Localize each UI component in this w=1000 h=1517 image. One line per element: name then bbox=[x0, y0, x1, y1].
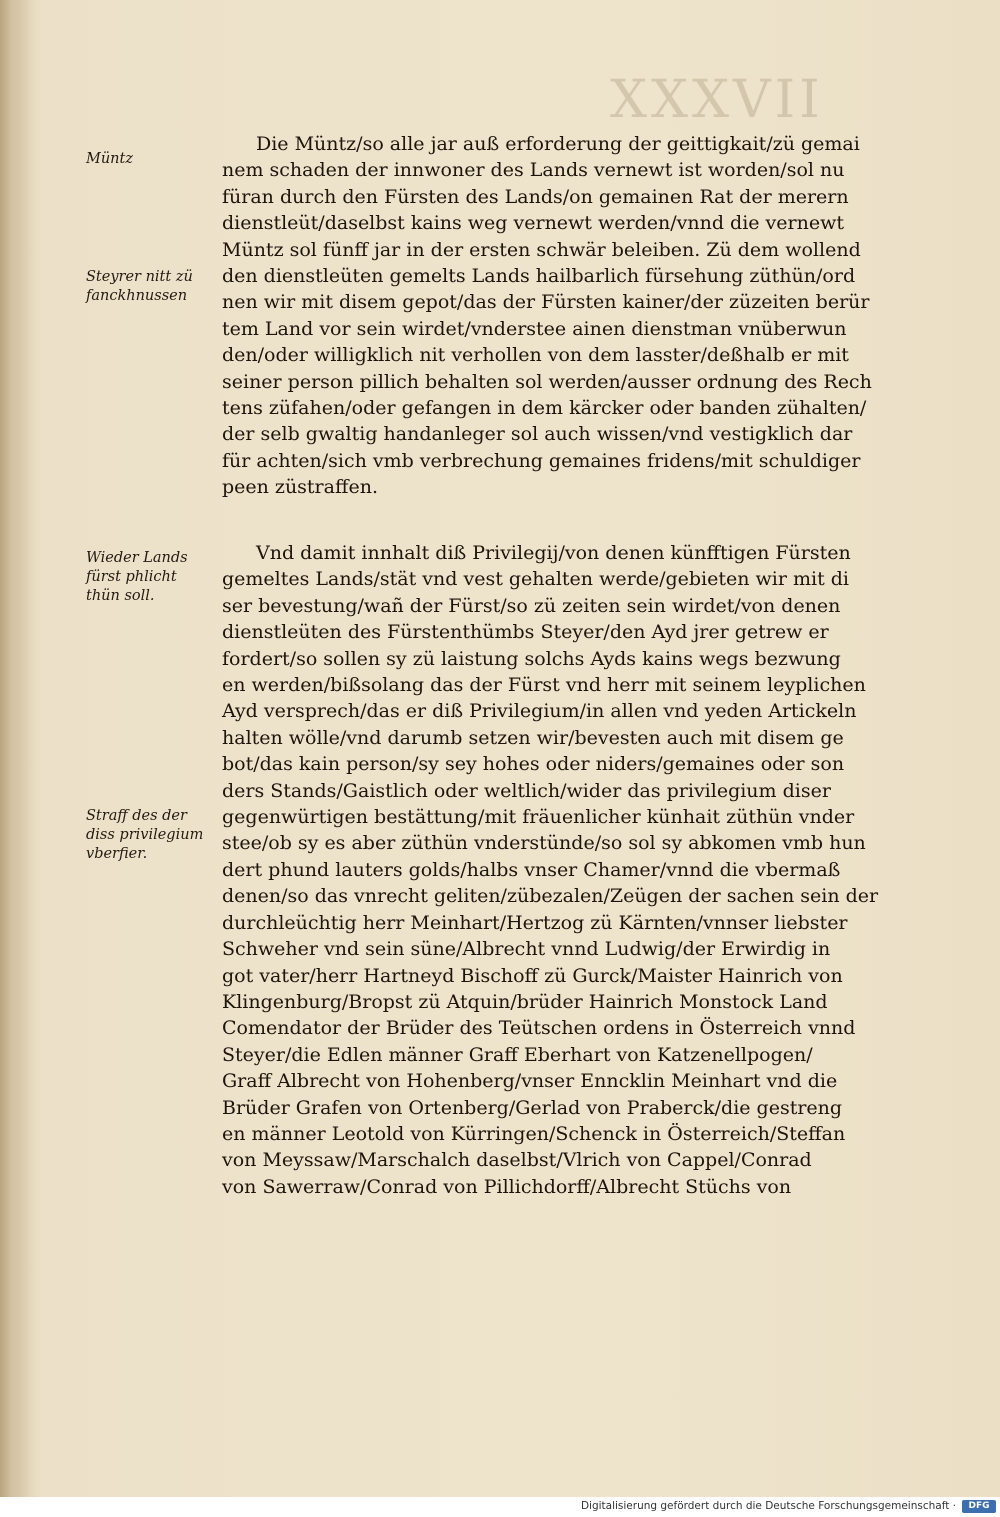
footer-bar bbox=[0, 1497, 1000, 1517]
text-line: Vnd damit innhalt diß Privilegij/von denen künfftigen Fürsten bbox=[256, 542, 851, 564]
marginal-line: fürst phlicht bbox=[86, 569, 177, 585]
text-line: halten wölle/vnd darumb setzen wir/bevesten auch mit disem ge bbox=[222, 726, 844, 749]
marginal-line: Straff des der bbox=[86, 808, 187, 824]
marginal-line: diss privilegium bbox=[86, 827, 204, 843]
text-line: ders Stands/Gaistlich oder weltlich/wider das privilegium diser bbox=[222, 779, 831, 802]
text-line: füran durch den Fürsten des Lands/on gemainen Rat der merern bbox=[222, 185, 849, 208]
text-line: denen/so das vnrecht geliten/zübezalen/Zeügen der sachen sein der bbox=[222, 885, 879, 908]
page-gutter-shadow bbox=[0, 0, 40, 1497]
text-line: got vater/herr Hartneyd Bischoff zü Gurck/Maister Hainrich von bbox=[222, 964, 843, 987]
text-line: stee/ob sy es aber züthün vnderstünde/so sol sy abkomen vmb hun bbox=[222, 832, 866, 855]
text-line: en männer Leotold von Kürringen/Schenck in Österreich/Steffan bbox=[222, 1122, 846, 1145]
text-line: nem schaden der innwoner des Lands vernewt ist worden/sol nu bbox=[222, 159, 845, 182]
marginal-line: fanckhnussen bbox=[86, 288, 188, 304]
text-line: für achten/sich vmb verbrechung gemaines fridens/mit schuldiger bbox=[222, 449, 861, 472]
text-line: en werden/bißsolang das der Fürst vnd herr mit seinem leyplichen bbox=[222, 674, 866, 697]
marginal-line: Wieder Lands bbox=[86, 550, 188, 566]
text-line: Schweher vnd sein süne/Albrecht vnnd Ludwig/der Erwirdig in bbox=[222, 938, 831, 961]
text-line: den dienstleüten gemelts Lands hailbarlich fürsehung züthün/ord bbox=[222, 265, 856, 288]
text-line: gemeltes Lands/stät vnd vest gehalten werde/gebieten wir mit di bbox=[222, 568, 849, 591]
text-line: seiner person pillich behalten sol werden/ausser ordnung des Rech bbox=[222, 370, 872, 393]
text-line: den/oder willigklich nit verhollen von dem lasster/deßhalb er mit bbox=[222, 344, 849, 367]
marginal-note-straff bbox=[86, 807, 218, 864]
text-line: ser bevestung/wañ der Fürst/so zü zeiten sein wirdet/von denen bbox=[222, 594, 841, 617]
text-line: Brüder Grafen von Ortenberg/Gerlad von Praberck/die gestreng bbox=[222, 1096, 843, 1119]
marginal-line: thün soll. bbox=[86, 588, 155, 604]
text-line: nen wir mit disem gepot/das der Fürsten kainer/der züzeiten berür bbox=[222, 291, 870, 314]
text-line: dienstleüten des Fürstenthümbs Steyer/den Ayd jrer getrew er bbox=[222, 621, 829, 644]
paragraph-privilegium bbox=[222, 540, 898, 1200]
text-line: bot/das kain person/sy sey hohes oder niders/gemaines oder son bbox=[222, 753, 845, 776]
text-line: von Meyssaw/Marschalch daselbst/Vlrich von Cappel/Conrad bbox=[222, 1149, 812, 1172]
text-line: tens züfahen/oder gefangen in dem kärcker oder banden zühalten/ bbox=[222, 397, 867, 420]
text-line: durchleüchtig herr Meinhart/Hertzog zü Kärnten/vnnser liebster bbox=[222, 911, 848, 934]
marginal-line: Steyrer nitt zü bbox=[86, 269, 193, 285]
text-line: tem Land vor sein wirdet/vnderstee ainen dienstman vnüberwun bbox=[222, 317, 847, 340]
text-line: dert phund lauters golds/halbs vnser Chamer/vnnd die vbermaß bbox=[222, 858, 841, 881]
text-line: Müntz sol fünff jar in der ersten schwär beleiben. Zü dem wollend bbox=[222, 238, 861, 261]
dfg-logo-icon: DFG bbox=[962, 1500, 996, 1513]
marginal-note-muentz bbox=[86, 150, 218, 169]
footer-credit: Digitalisierung gefördert durch die Deutsche Forschungsgemeinschaft · bbox=[580, 1500, 956, 1512]
text-line: von Sawerraw/Conrad von Pillichdorff/Albrecht Stüchs von bbox=[222, 1175, 792, 1198]
text-line: Steyer/die Edlen männer Graff Eberhart von Katzenellpogen/ bbox=[222, 1043, 813, 1066]
text-line: fordert/so sollen sy zü laistung solchs Ayds kains wegs bezwung bbox=[222, 647, 841, 670]
text-line: Die Müntz/so alle jar auß erforderung der geittigkait/zü gemai bbox=[256, 133, 860, 155]
page-header-numeral: XXXVII bbox=[610, 70, 824, 130]
paragraph-muentz bbox=[222, 131, 898, 501]
marginal-note-landsfuerst bbox=[86, 549, 218, 606]
text-line: Klingenburg/Bropst zü Atquin/brüder Hainrich Monstock Land bbox=[222, 990, 828, 1013]
marginal-line: vberfier. bbox=[86, 846, 148, 862]
text-line: Ayd versprech/das er diß Privilegium/in allen vnd yeden Artickeln bbox=[222, 700, 857, 723]
text-line: gegenwürtigen bestättung/mit fräuenlicher künhait züthün vnder bbox=[222, 806, 855, 829]
bleed-through-mark bbox=[904, 160, 994, 230]
text-line: peen züstraffen. bbox=[222, 476, 378, 499]
text-line: der selb gwaltig handanleger sol auch wissen/vnd vestigklich dar bbox=[222, 423, 853, 446]
text-line: Graff Albrecht von Hohenberg/vnser Enncklin Meinhart vnd die bbox=[222, 1070, 838, 1093]
text-line: dienstleüt/daselbst kains weg vernewt werden/vnnd die vernewt bbox=[222, 212, 844, 235]
marginal-line: Müntz bbox=[86, 151, 133, 167]
marginal-note-steyrer bbox=[86, 268, 218, 306]
text-line: Comendator der Brüder des Teütschen ordens in Österreich vnnd bbox=[222, 1017, 856, 1040]
